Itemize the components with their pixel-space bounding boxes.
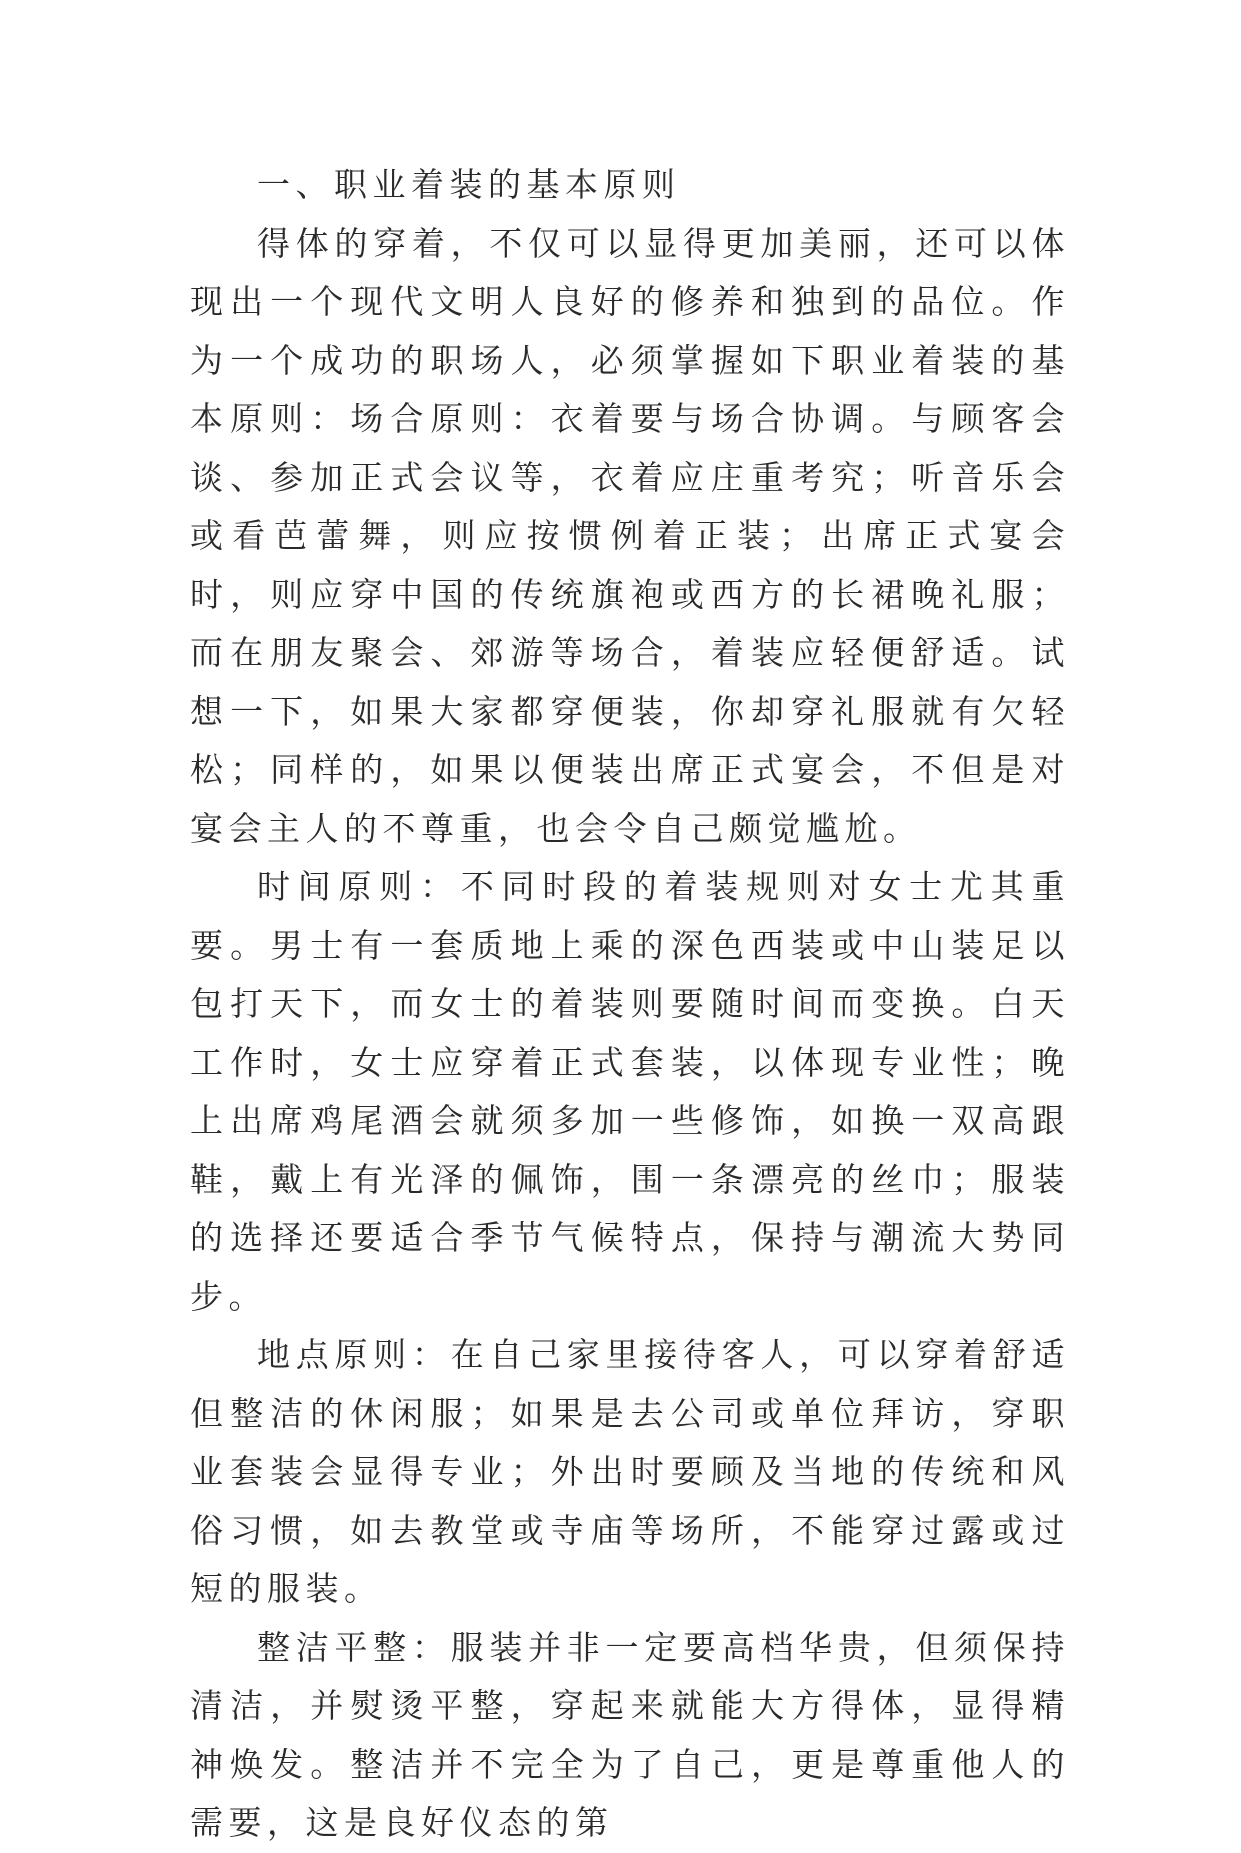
document-body (190, 156, 1070, 1853)
paragraph-place-principle: 地点原则：在自己家里接待客人，可以穿着舒适但整洁的休闲服；如果是去公司或单位拜访，穿职业套装会显得专业；外出时要顾及当地的传统和风俗习惯，如去教堂或寺庙等场所，不能穿过露或过短的服装。 (190, 1335, 1070, 1608)
paragraph-time-principle: 时间原则：不同时段的着装规则对女士尤其重要。男士有一套质地上乘的深色西装或中山装足以包打天下，而女士的着装则要随时间而变换。白天工作时，女士应穿着正式套装，以体现专业性；晚上出席鸡尾酒会就须多加一些修饰，如换一双高跟鞋，戴上有光泽的佩饰，围一条漂亮的丝巾；服装的选择还要适合季节气候特点，保持与潮流大势同步。 (190, 867, 1070, 1316)
paragraph-tidy-principle: 整洁平整：服装并非一定要高档华贵，但须保持清洁，并熨烫平整，穿起来就能大方得体，显得精神焕发。整洁并不完全为了自己，更是尊重他人的需要，这是良好仪态的第 (190, 1627, 1070, 1842)
paragraph-occasion-principle: 得体的穿着，不仅可以显得更加美丽，还可以体现出一个现代文明人良好的修养和独到的品位。作为一个成功的职场人，必须掌握如下职业着装的基本原则：场合原则：衣着要与场合协调。与顾客会谈、参加正式会议等，衣着应庄重考究；听音乐会或看芭蕾舞，则应按惯例着正装；出席正式宴会时，则应穿中国的传统旗袍或西方的长裙晚礼服；而在朋友聚会、郊游等场合，着装应轻便舒适。试想一下，如果大家都穿便装，你却穿礼服就有欠轻松；同样的，如果以便装出席正式宴会，不但是对宴会主人的不尊重，也会令自己颇觉尴尬。 (190, 223, 1070, 848)
section-heading: 一、职业着装的基本原则 (257, 165, 681, 204)
